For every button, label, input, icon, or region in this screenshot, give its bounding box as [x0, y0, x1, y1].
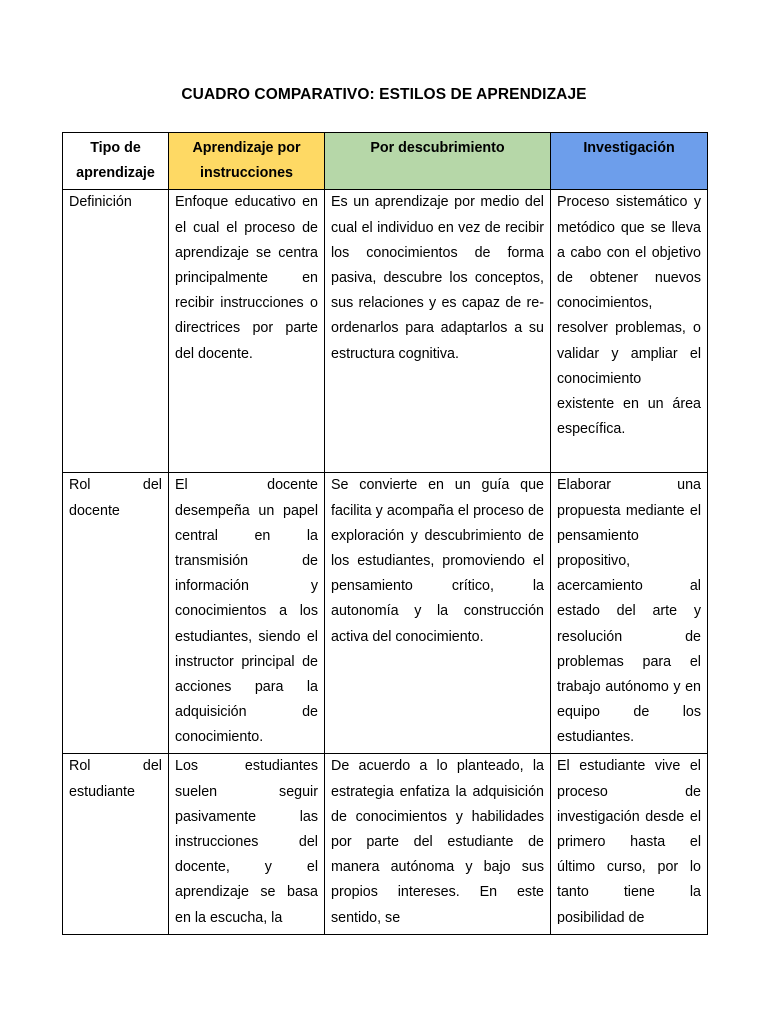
page-title: CUADRO COMPARATIVO: ESTILOS DE APRENDIZAJE	[181, 86, 587, 103]
row-label-definicion: Definición	[63, 190, 169, 473]
header-tipo: Tipo de aprendizaje	[63, 133, 169, 190]
cell-docente-instrucciones: El docente desempeña un papel central en la transmisión de información y conocimientos a los estudiantes, siendo el instructor principal de acciones para la adquisición de conocimiento.	[169, 473, 325, 754]
cell-estudiante-descubrimiento-text: De acuerdo a lo planteado, la estrategia enfatiza la adquisición de conocimientos y habilidades por parte del estudiante de manera autónoma y bajo sus propios intereses. En este sentido, se	[331, 758, 544, 925]
row-label-rol-estudiante	[63, 754, 169, 935]
cell-estudiante-investigacion-text: El estudiante vive el proceso de investigación desde el primero hasta el último curso, por lo tanto tiene la posibilidad de	[557, 758, 701, 925]
row-label-rol-estudiante-text: Rol del estudiante	[69, 758, 162, 800]
cell-docente-descubrimiento: Se convierte en un guía que facilita y acompaña el proceso de exploración y descubrimiento de los estudiantes, promoviendo el pensamiento crítico, la autonomía y la construcción activa del conocimiento.	[325, 473, 551, 754]
header-descubrimiento: Por descubrimiento	[325, 133, 551, 190]
cell-estudiante-instrucciones	[169, 754, 325, 935]
row-label-rol-docente: Rol del docente	[63, 473, 169, 754]
table-row	[63, 473, 708, 754]
cell-docente-investigacion: Elaborar una propuesta mediante el pensamiento propositivo, acercamiento al estado del arte y resolución de problemas para el trabajo autónomo y en equipo de los estudiantes.	[551, 473, 708, 754]
cell-definicion-descubrimiento: Es un aprendizaje por medio del cual el individuo en vez de recibir los conocimientos de forma pasiva, descubre los conceptos, sus relaciones y es capaz de re- ordenarlos para adaptarlos a su estructura cognitiva.	[325, 190, 551, 473]
comparison-table	[62, 132, 708, 935]
cell-estudiante-investigacion	[551, 754, 708, 935]
table-row	[63, 190, 708, 473]
table-row	[63, 754, 708, 935]
cell-definicion-instrucciones: Enfoque educativo en el cual el proceso de aprendizaje se centra principalmente en recibir instrucciones o directrices por parte del docente.	[169, 190, 325, 473]
header-investigacion: Investigación	[551, 133, 708, 190]
header-instrucciones: Aprendizaje por instrucciones	[169, 133, 325, 190]
cell-estudiante-descubrimiento	[325, 754, 551, 935]
cell-definicion-investigacion: Proceso sistemático y metódico que se lleva a cabo con el objetivo de obtener nuevos conocimientos, resolver problemas, o validar y ampliar el conocimiento existente en un área específica.	[551, 190, 708, 473]
cell-estudiante-instrucciones-text: Los estudiantes suelen seguir pasivamente las instrucciones del docente, y el aprendizaje se basa en la escucha, la	[175, 758, 318, 925]
header-row	[63, 133, 708, 190]
